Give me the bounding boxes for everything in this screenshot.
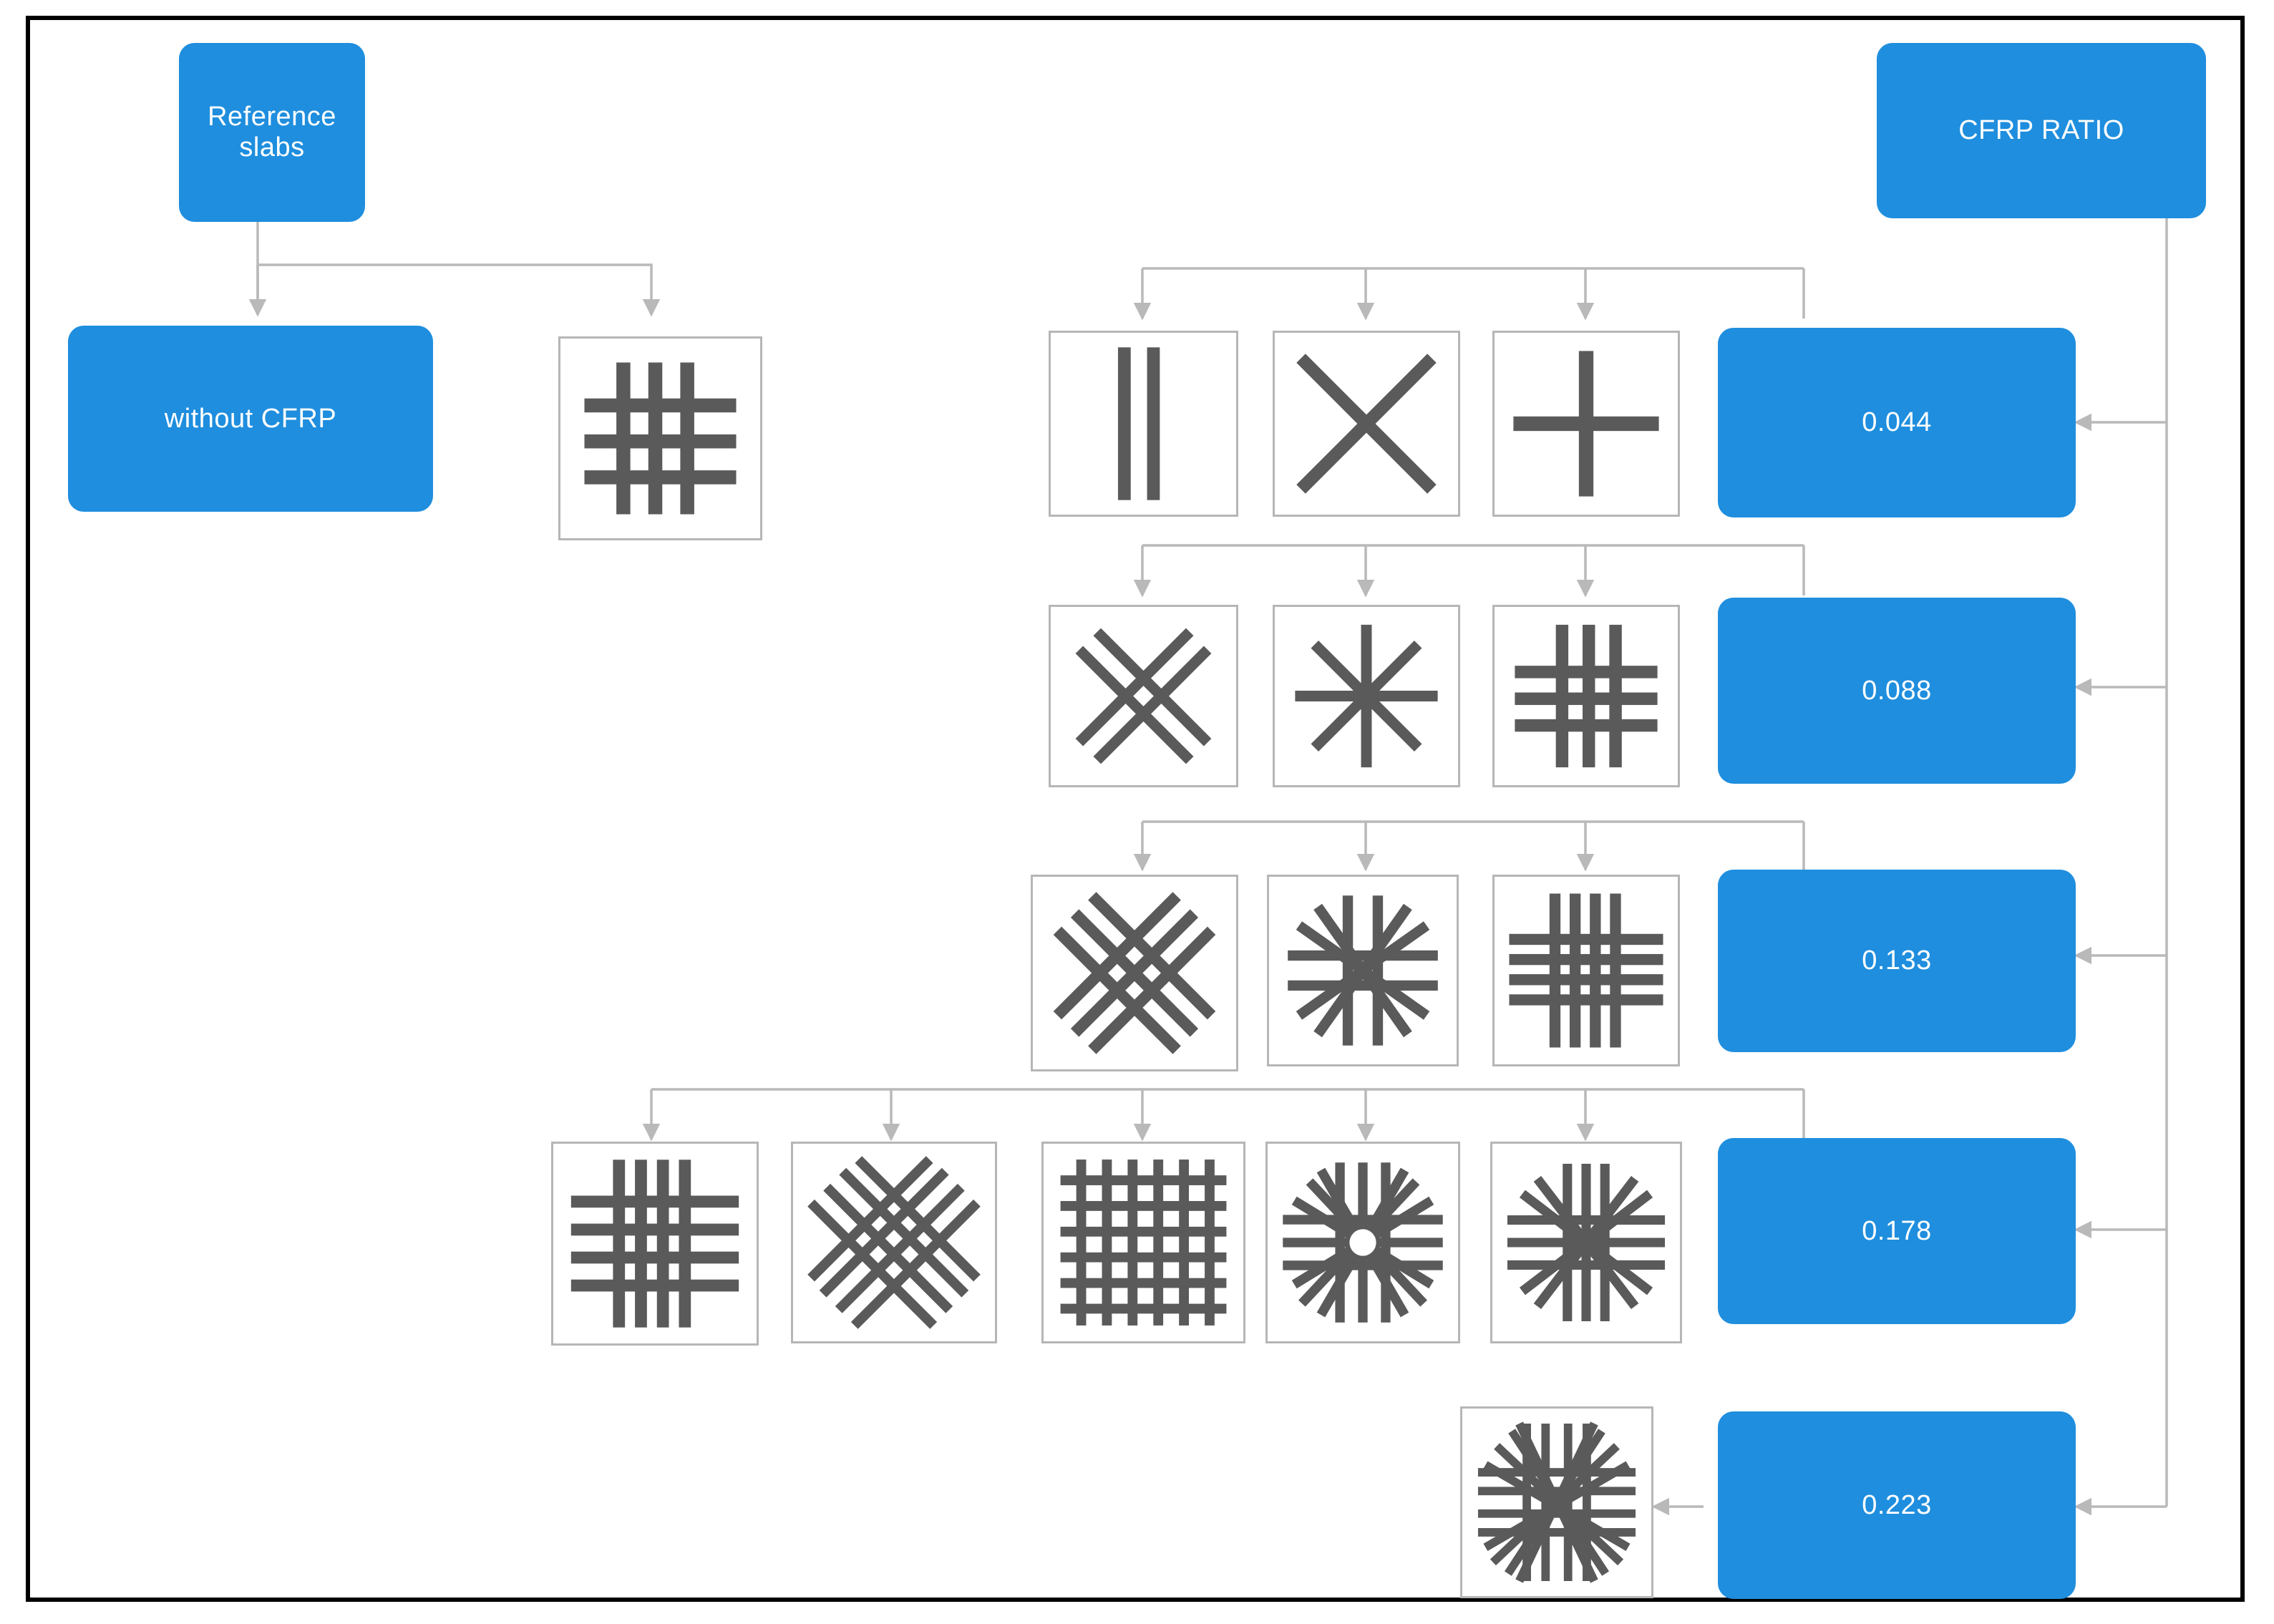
pattern-star-mixed: [1490, 1142, 1682, 1343]
pattern-grid-five-by-five: [1041, 1142, 1245, 1343]
pattern-diagonal-cross: [1273, 331, 1460, 517]
pattern-triple-diagonal-cross: [1031, 875, 1238, 1071]
pattern-star-dense: [1460, 1406, 1653, 1598]
reference-slabs-label: Reference slabs: [208, 102, 336, 162]
ratio-box-0178[interactable]: [1718, 1138, 2076, 1324]
pattern-vertical-pair: [1049, 331, 1238, 517]
ratio-label-0044: 0.044: [1862, 407, 1932, 437]
without-cfrp-label: without CFRP: [164, 403, 337, 434]
pattern-star-eight: [1273, 605, 1460, 787]
pattern-double-diagonal-cross: [1049, 605, 1238, 787]
diagram-frame: [26, 16, 2245, 1602]
cfrp-ratio-box[interactable]: [1877, 43, 2206, 218]
ratio-label-0178: 0.178: [1862, 1215, 1932, 1246]
ratio-box-0133[interactable]: [1718, 870, 2076, 1052]
pattern-plus-cross: [1492, 331, 1680, 517]
ratio-label-0223: 0.223: [1862, 1489, 1932, 1520]
ratio-label-0088: 0.088: [1862, 675, 1932, 706]
pattern-reference-grid: [558, 336, 762, 540]
ratio-label-0133: 0.133: [1862, 945, 1932, 976]
ratio-box-0223[interactable]: [1718, 1411, 2076, 1599]
pattern-grid-four-wide: [551, 1142, 759, 1346]
ratio-box-0088[interactable]: [1718, 598, 2076, 784]
pattern-diagonal-grid-four: [791, 1142, 997, 1343]
pattern-star-sixteen: [1265, 1142, 1460, 1343]
ratio-box-0044[interactable]: [1718, 328, 2076, 517]
pattern-grid-three-by-three: [1492, 875, 1680, 1066]
cfrp-ratio-label: CFRP RATIO: [1958, 115, 2124, 145]
without-cfrp-box[interactable]: [68, 326, 433, 512]
reference-slabs-box[interactable]: [179, 43, 365, 222]
pattern-star-twelve: [1267, 875, 1459, 1066]
pattern-grid-two-by-two: [1492, 605, 1680, 787]
